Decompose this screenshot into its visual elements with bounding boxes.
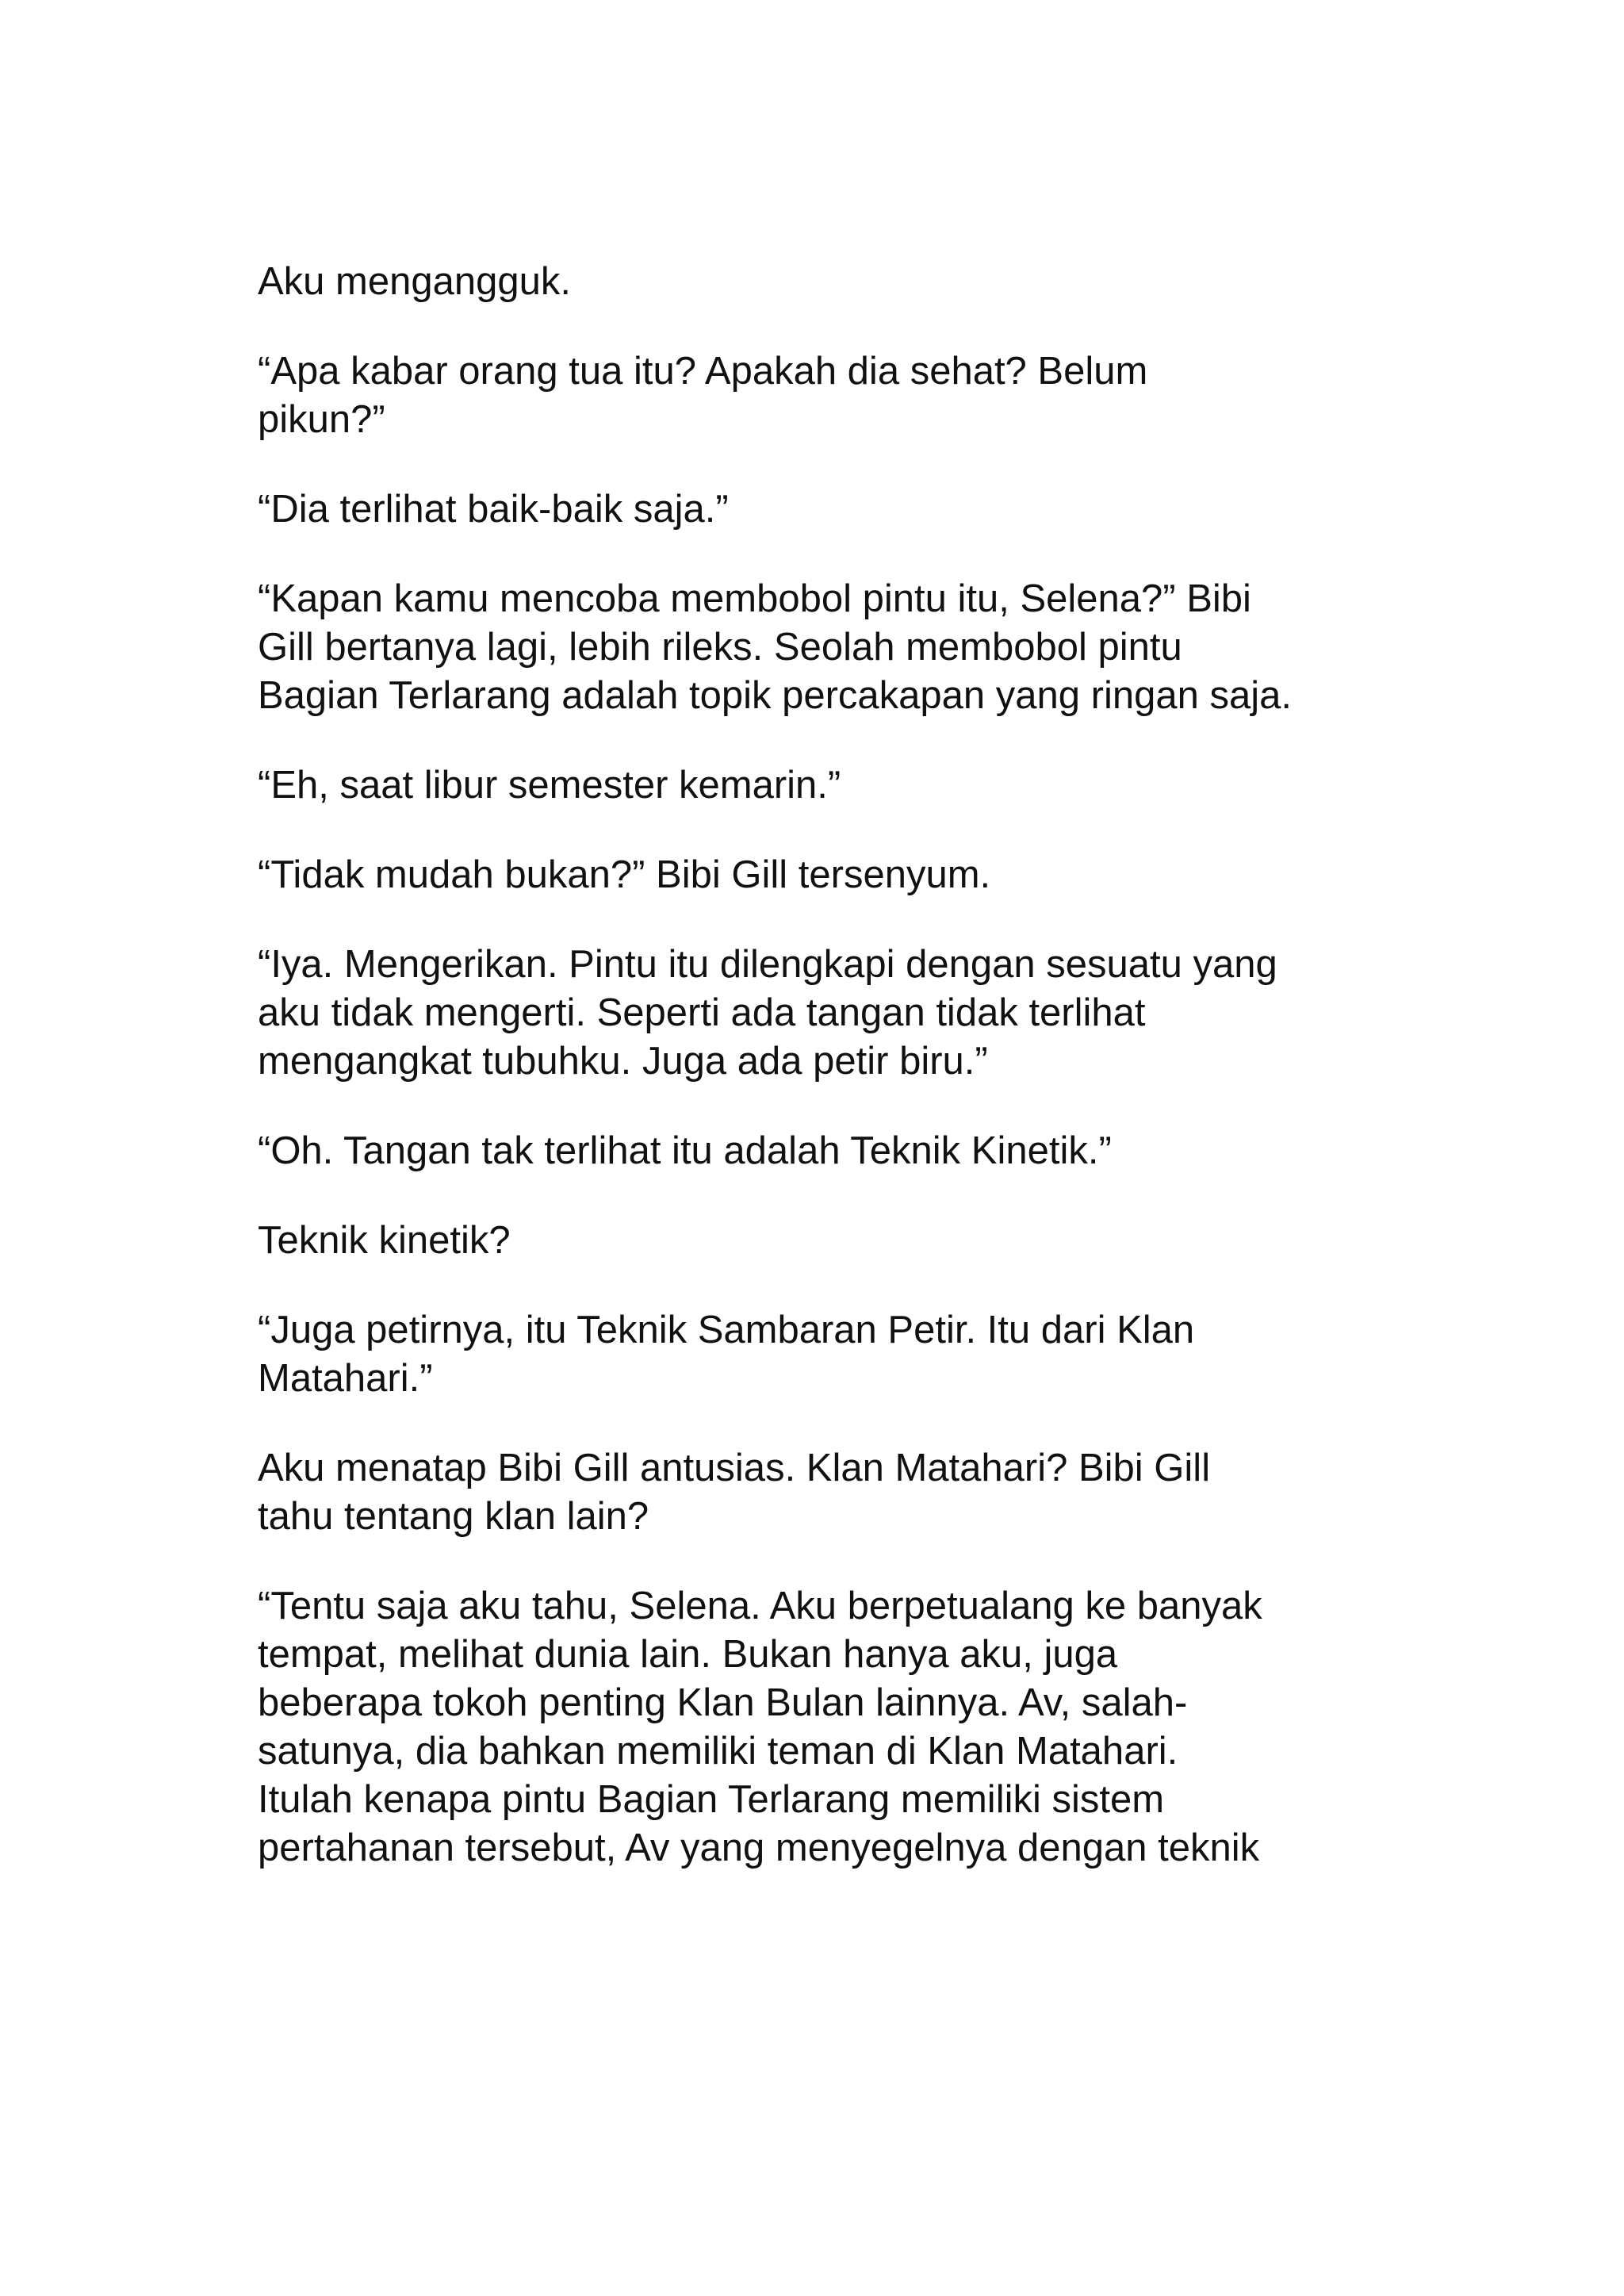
- body-text: [258, 258, 1400, 1914]
- text-line: Teknik kinetik?: [258, 1219, 511, 1262]
- text-line: “Apa kabar orang tua itu? Apakah dia sehat? Belum: [258, 350, 1148, 393]
- text-line: beberapa tokoh penting Klan Bulan lainnya. Av, salah-: [258, 1681, 1188, 1724]
- paragraph: [258, 1582, 1400, 1872]
- text-line: mengangkat tubuhku. Juga ada petir biru.”: [258, 1040, 988, 1083]
- text-line: “Iya. Mengerikan. Pintu itu dilengkapi dengan sesuatu yang: [258, 943, 1277, 986]
- text-line: aku tidak mengerti. Seperti ada tangan tidak terlihat: [258, 991, 1146, 1034]
- paragraph: [258, 1217, 1400, 1265]
- text-line: Gill bertanya lagi, lebih rileks. Seolah membobol pintu: [258, 626, 1182, 669]
- paragraph: [258, 761, 1400, 810]
- text-line: satunya, dia bahkan memiliki teman di Klan Matahari.: [258, 1730, 1178, 1773]
- text-line: “Tentu saja aku tahu, Selena. Aku berpetualang ke banyak: [258, 1585, 1262, 1627]
- text-line: “Oh. Tangan tak terlihat itu adalah Teknik Kinetik.”: [258, 1129, 1112, 1172]
- paragraph: [258, 575, 1400, 720]
- paragraph: [258, 941, 1400, 1086]
- text-line: “Juga petirnya, itu Teknik Sambaran Petir. Itu dari Klan: [258, 1309, 1195, 1351]
- text-line: Bagian Terlarang adalah topik percakapan yang ringan saja.: [258, 674, 1292, 717]
- paragraph: [258, 1306, 1400, 1403]
- text-line: Aku menatap Bibi Gill antusias. Klan Matahari? Bibi Gill: [258, 1447, 1211, 1489]
- text-line: Matahari.”: [258, 1357, 433, 1400]
- paragraph: [258, 485, 1400, 534]
- paragraph: [258, 347, 1400, 444]
- text-line: “Tidak mudah bukan?” Bibi Gill tersenyum.: [258, 853, 991, 896]
- text-line: tahu tentang klan lain?: [258, 1495, 649, 1538]
- text-line: pertahanan tersebut, Av yang menyegelnya dengan teknik: [258, 1826, 1260, 1869]
- text-line: “Dia terlihat baik-baik saja.”: [258, 488, 729, 531]
- text-line: pikun?”: [258, 398, 385, 441]
- paragraph: [258, 258, 1400, 306]
- paragraph: [258, 1444, 1400, 1541]
- text-line: “Kapan kamu mencoba membobol pintu itu, Selena?” Bibi: [258, 577, 1251, 620]
- text-line: “Eh, saat libur semester kemarin.”: [258, 764, 841, 807]
- paragraph: [258, 1127, 1400, 1175]
- paragraph: [258, 851, 1400, 899]
- text-line: Itulah kenapa pintu Bagian Terlarang memiliki sistem: [258, 1778, 1165, 1821]
- text-line: tempat, melihat dunia lain. Bukan hanya aku, juga: [258, 1633, 1118, 1676]
- text-line: Aku mengangguk.: [258, 260, 571, 303]
